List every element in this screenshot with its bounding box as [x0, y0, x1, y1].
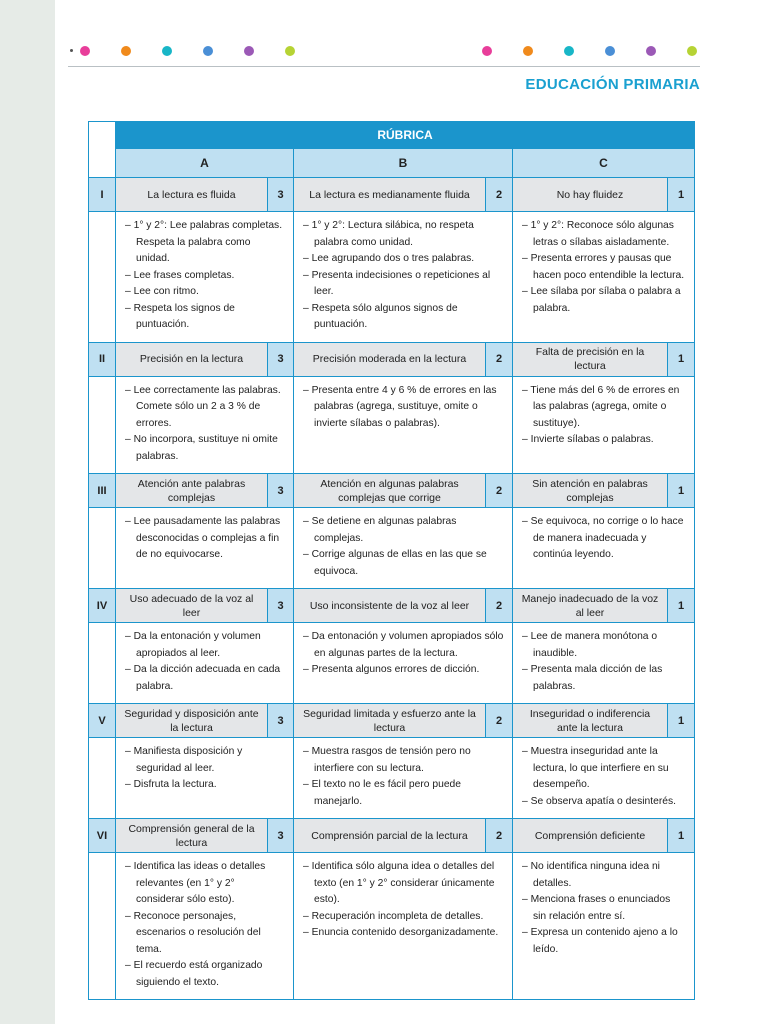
criterion-label: Comprensión general de la lectura — [116, 819, 268, 853]
level-description — [294, 508, 513, 589]
description-item: – Presenta algunos errores de dicción. — [302, 662, 504, 679]
blank-cell — [89, 853, 116, 1000]
description-item: – Enuncia contenido desorganizadamente. — [302, 925, 504, 942]
description-row — [89, 623, 695, 704]
level-description — [294, 212, 513, 343]
column-header-b: B — [294, 149, 513, 178]
description-item: – Identifica las ideas o detalles relevantes (en 1° y 2° considerar sólo esto). — [124, 859, 285, 909]
description-item: – 1° y 2°: Reconoce sólo algunas letras o sílabas aisladamente. — [521, 218, 686, 251]
decorative-dot — [687, 46, 697, 56]
level-description — [513, 853, 695, 1000]
description-item: – 1° y 2°: Lee palabras completas. Respeta la palabra como unidad. — [124, 218, 285, 268]
description-item: – Recuperación incompleta de detalles. — [302, 909, 504, 926]
row-number: IV — [89, 589, 116, 623]
criterion-score: 3 — [268, 342, 294, 376]
description-item: – Lee de manera monótona o inaudible. — [521, 629, 686, 662]
decorative-dots-right — [482, 46, 728, 56]
criterion-score: 2 — [486, 819, 513, 853]
criterion-score: 2 — [486, 589, 513, 623]
criterion-row — [89, 589, 695, 623]
description-item: – Presenta errores y pausas que hacen poco entendible la lectura. — [521, 251, 686, 284]
level-description — [294, 376, 513, 474]
column-header-c: C — [513, 149, 695, 178]
row-number: II — [89, 342, 116, 376]
blank-cell — [89, 623, 116, 704]
description-item: – Da la entonación y volumen apropiados al leer. — [124, 629, 285, 662]
criterion-score: 2 — [486, 342, 513, 376]
description-item: – Lee pausadamente las palabras desconocidas o complejas a fin de no equivocarse. — [124, 514, 285, 564]
criterion-score: 2 — [486, 704, 513, 738]
description-item: – Expresa un contenido ajeno a lo leído. — [521, 925, 686, 958]
level-description — [513, 623, 695, 704]
blank-cell — [89, 376, 116, 474]
level-description — [116, 376, 294, 474]
row-number: VI — [89, 819, 116, 853]
description-row — [89, 376, 695, 474]
level-description — [116, 853, 294, 1000]
description-item: – Lee frases completas. — [124, 268, 285, 285]
description-item: – Lee agrupando dos o tres palabras. — [302, 251, 504, 268]
criterion-label: Comprensión deficiente — [513, 819, 668, 853]
description-item: – Menciona frases o enunciados sin relación entre sí. — [521, 892, 686, 925]
column-header-a: A — [116, 149, 294, 178]
row-number: I — [89, 178, 116, 212]
criterion-label: Comprensión parcial de la lectura — [294, 819, 486, 853]
criterion-score: 1 — [668, 819, 695, 853]
level-description — [294, 623, 513, 704]
description-item: – Lee sílaba por sílaba o palabra a palabra. — [521, 284, 686, 317]
row-number: III — [89, 474, 116, 508]
criterion-label: Precisión moderada en la lectura — [294, 342, 486, 376]
criterion-row — [89, 704, 695, 738]
criterion-score: 3 — [268, 474, 294, 508]
criterion-score: 2 — [486, 178, 513, 212]
level-description — [513, 738, 695, 819]
criterion-score: 1 — [668, 474, 695, 508]
description-item: – Da la dicción adecuada en cada palabra. — [124, 662, 285, 695]
description-item: – Reconoce personajes, escenarios o resolución del tema. — [124, 909, 285, 959]
criterion-score: 2 — [486, 474, 513, 508]
decorative-dot — [564, 46, 574, 56]
criterion-label: Seguridad y disposición ante la lectura — [116, 704, 268, 738]
left-margin-bar — [0, 0, 55, 1024]
decorative-dot — [162, 46, 172, 56]
description-row — [89, 212, 695, 343]
criterion-label: Uso adecuado de la voz al leer — [116, 589, 268, 623]
criterion-row — [89, 342, 695, 376]
description-item: – Respeta los signos de puntuación. — [124, 301, 285, 334]
section-label: EDUCACIÓN PRIMARIA — [525, 76, 700, 93]
description-item: – Tiene más del 6 % de errores en las palabras (agrega, omite o sustituye). — [521, 383, 686, 433]
criterion-label: No hay fluidez — [513, 178, 668, 212]
criterion-label: Precisión en la lectura — [116, 342, 268, 376]
decorative-dot — [523, 46, 533, 56]
blank-cell — [89, 738, 116, 819]
blank-cell — [89, 212, 116, 343]
corner-cell — [89, 122, 116, 178]
description-item: – Se equivoca, no corrige o lo hace de manera inadecuada y continúa leyendo. — [521, 514, 686, 564]
level-description — [116, 212, 294, 343]
criterion-label: La lectura es medianamente fluida — [294, 178, 486, 212]
rubric-table — [88, 121, 695, 1000]
criterion-score: 3 — [268, 589, 294, 623]
description-item: – Da entonación y volumen apropiados sólo en algunas partes de la lectura. — [302, 629, 504, 662]
level-description — [513, 376, 695, 474]
page-mark — [70, 49, 73, 52]
description-item: – 1° y 2°: Lectura silábica, no respeta palabra como unidad. — [302, 218, 504, 251]
description-item: – Lee con ritmo. — [124, 284, 285, 301]
description-item: – Presenta mala dicción de las palabras. — [521, 662, 686, 695]
decorative-dot — [285, 46, 295, 56]
level-description — [294, 853, 513, 1000]
decorative-dot — [605, 46, 615, 56]
decorative-dot — [646, 46, 656, 56]
description-row — [89, 508, 695, 589]
description-item: – Respeta sólo algunos signos de puntuación. — [302, 301, 504, 334]
decorative-dot — [482, 46, 492, 56]
level-description — [116, 738, 294, 819]
criterion-label: Inseguridad o indiferencia ante la lectura — [513, 704, 668, 738]
row-number: V — [89, 704, 116, 738]
decorative-dot — [203, 46, 213, 56]
criterion-score: 1 — [668, 704, 695, 738]
criterion-row — [89, 178, 695, 212]
criterion-score: 1 — [668, 342, 695, 376]
blank-cell — [89, 508, 116, 589]
criterion-label: Manejo inadecuado de la voz al leer — [513, 589, 668, 623]
description-row — [89, 853, 695, 1000]
criterion-label: Uso inconsistente de la voz al leer — [294, 589, 486, 623]
level-description — [513, 508, 695, 589]
description-item: – Invierte sílabas o palabras. — [521, 432, 686, 449]
decorative-dot — [244, 46, 254, 56]
criterion-score: 3 — [268, 178, 294, 212]
criterion-row — [89, 819, 695, 853]
description-item: – Manifiesta disposición y seguridad al leer. — [124, 744, 285, 777]
description-item: – Presenta entre 4 y 6 % de errores en las palabras (agrega, sustituye, omite o invierte sílabas o palabras). — [302, 383, 504, 433]
decorative-dot — [121, 46, 131, 56]
criterion-label: La lectura es fluida — [116, 178, 268, 212]
criterion-label: Seguridad limitada y esfuerzo ante la lectura — [294, 704, 486, 738]
description-item: – Muestra rasgos de tensión pero no interfiere con su lectura. — [302, 744, 504, 777]
criterion-score: 1 — [668, 589, 695, 623]
description-item: – Identifica sólo alguna idea o detalles del texto (en 1° y 2° considerar únicamente esto). — [302, 859, 504, 909]
criterion-label: Atención ante palabras complejas — [116, 474, 268, 508]
criterion-score: 3 — [268, 819, 294, 853]
description-item: – No identifica ninguna idea ni detalles. — [521, 859, 686, 892]
description-item: – No incorpora, sustituye ni omite palabras. — [124, 432, 285, 465]
criterion-score: 1 — [668, 178, 695, 212]
description-item: – Muestra inseguridad ante la lectura, lo que interfiere en su desempeño. — [521, 744, 686, 794]
description-item: – Corrige algunas de ellas en las que se equivoca. — [302, 547, 504, 580]
header-divider — [68, 66, 700, 67]
description-item: – Se detiene en algunas palabras complejas. — [302, 514, 504, 547]
decorative-dot — [80, 46, 90, 56]
criterion-label: Atención en algunas palabras complejas que corrige — [294, 474, 486, 508]
criterion-score: 3 — [268, 704, 294, 738]
decorative-dots-left — [80, 46, 326, 56]
description-item: – Se observa apatía o desinterés. — [521, 794, 686, 811]
rubric-title: RÚBRICA — [116, 122, 695, 149]
description-item: – Disfruta la lectura. — [124, 777, 285, 794]
level-description — [294, 738, 513, 819]
level-description — [116, 508, 294, 589]
criterion-row — [89, 474, 695, 508]
criterion-label: Falta de precisión en la lectura — [513, 342, 668, 376]
description-item: – El texto no le es fácil pero puede manejarlo. — [302, 777, 504, 810]
description-row — [89, 738, 695, 819]
criterion-label: Sin atención en palabras complejas — [513, 474, 668, 508]
description-item: – Presenta indecisiones o repeticiones al leer. — [302, 268, 504, 301]
level-description — [513, 212, 695, 343]
level-description — [116, 623, 294, 704]
description-item: – Lee correctamente las palabras. Comete sólo un 2 a 3 % de errores. — [124, 383, 285, 433]
description-item: – El recuerdo está organizado siguiendo el texto. — [124, 958, 285, 991]
